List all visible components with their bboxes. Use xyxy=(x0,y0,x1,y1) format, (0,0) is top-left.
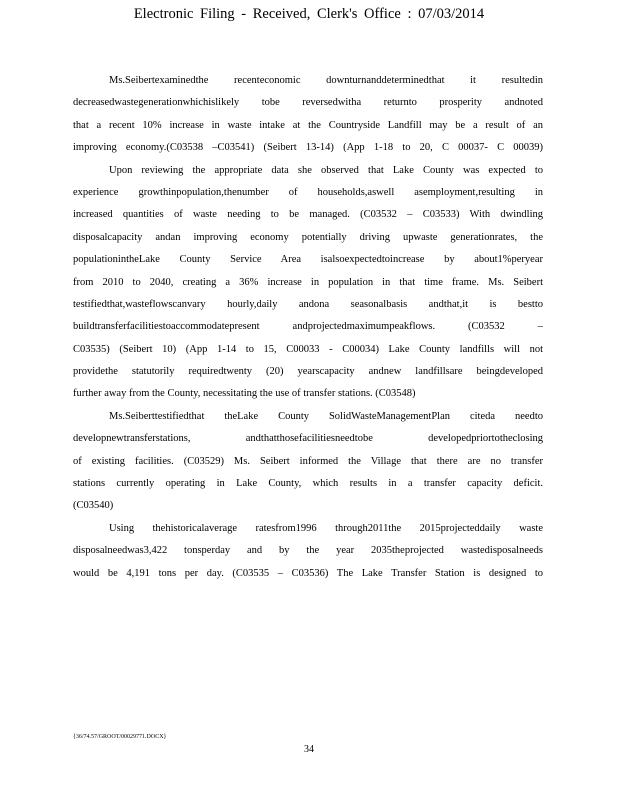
body-line: that a recent 10% increase in waste intake at the Countryside Landfill may be a result of an xyxy=(73,119,543,131)
body-line: buildtransferfacilitiestoaccommodatepresent andprojectedmaximumpeakflows. (C03532 – xyxy=(73,321,543,333)
body-line: further away from the County, necessitating the use of transfer stations. (C03548) xyxy=(73,388,416,400)
body-line: Upon reviewing the appropriate data she observed that Lake County was expected to xyxy=(109,164,543,176)
body-line: would be 4,191 tons per day. (C03535 – C03536) The Lake Transfer Station is designed to xyxy=(73,567,543,579)
body-line: Using thehistoricalaverage ratesfrom1996 through2011the 2015projecteddaily waste xyxy=(109,522,543,534)
page-number: 34 xyxy=(304,744,314,755)
body-line: improving economy.(C03538 –C03541) (Seibert 13-14) (App 1-18 to 20, C 00037- C 00039) xyxy=(73,142,543,154)
body-line: disposalneedwas3,422 tonsperday and by the year 2035theprojected wastedisposalneeds xyxy=(73,545,543,557)
body-line: (C03540) xyxy=(73,500,114,512)
body-line: increased quantities of waste needing to be managed. (C03532 – C03533) With dwindling xyxy=(73,209,543,221)
body-line: populationintheLake County Service Area isalsoexpectedtoincrease by about1%peryear xyxy=(73,254,543,266)
document-id: {36/74.57/GROOT/00029771.DOCX} xyxy=(73,734,167,740)
document-body xyxy=(73,70,543,585)
body-line: from 2010 to 2040, creating a 36% increase in population in that time frame. Ms. Seibert xyxy=(73,276,543,288)
body-line: decreasedwastegenerationwhichislikely tobe reversedwitha returnto prosperity andnoted xyxy=(73,97,543,109)
body-line: providethe statutorily requiredtwenty (20) yearscapacity andnew landfillsare beingdeveloped xyxy=(73,366,543,378)
body-line: experience growthinpopulation,thenumber of households,aswell asemployment,resulting in xyxy=(73,186,543,198)
body-line: C03535) (Seibert 10) (App 1-14 to 15, C00033 - C00034) Lake County landfills will not xyxy=(73,343,543,355)
body-line: disposalcapacity andan improving economy potentially driving upwaste generationrates, the xyxy=(73,231,543,243)
body-line: Ms.Seibertexaminedthe recenteconomic downturnanddeterminedthat it resultedin xyxy=(109,75,543,86)
electronic-filing-stamp: Electronic Filing - Received, Clerk's Office : 07/03/2014 xyxy=(133,6,485,22)
body-line: of existing facilities. (C03529) Ms. Seibert informed the Village that there are no transfer xyxy=(73,455,543,467)
body-line: Ms.Seiberttestifiedthat theLake County SolidWasteManagementPlan citeda needto xyxy=(109,410,543,422)
body-line: stations currently operating in Lake County, which results in a transfer capacity deficit. xyxy=(73,478,543,490)
body-line: developnewtransferstations, andthatthosefacilitiesneedtobe developedpriortotheclosing xyxy=(73,433,543,445)
body-line: testifiedthat,wasteflowscanvary hourly,daily andona seasonalbasis andthat,it is bestto xyxy=(73,298,543,310)
